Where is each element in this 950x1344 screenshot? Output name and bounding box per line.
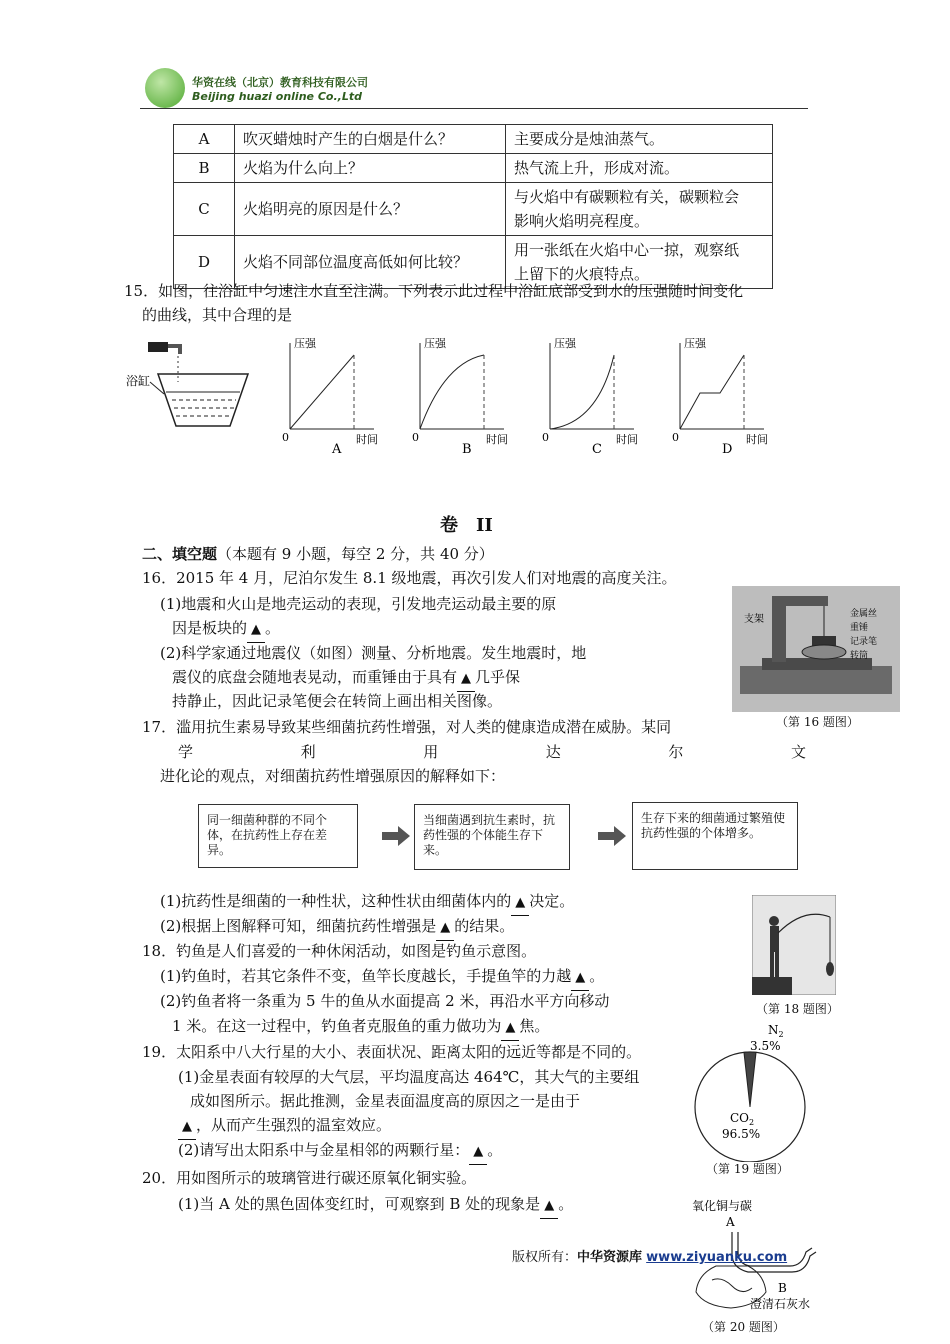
q19-part1-line1: (1)金星表面有较厚的大气层，平均温度高达 464℃，其大气的主要组: [178, 1068, 640, 1086]
label-frame: 支架: [744, 614, 764, 625]
fig-label-a: A: [726, 1215, 735, 1229]
q18-stem: 18．钓鱼是人们喜爱的一种休闲活动，如图是钓鱼示意图。: [142, 942, 537, 960]
q14-options-table: [173, 124, 773, 289]
origin-label: 0: [282, 431, 289, 444]
q20-part1: (1)当 A 处的黑色固体变红时，可观察到 B 处的现象是 ▲ 。: [178, 1192, 573, 1219]
q17-stem-line3: 进化论的观点，对细菌抗药性增强原因的解释如下：: [160, 767, 506, 785]
graph-option-b: B: [462, 442, 472, 457]
label-wire: 金属丝: [850, 609, 878, 619]
q19-part1-line2: 成如图所示。据此推测，金星表面温度高的原因之一是由于: [190, 1092, 581, 1110]
fishing-figure: [752, 895, 836, 995]
flow-arrow-icon: [382, 826, 410, 846]
y-axis-label: 压强: [554, 337, 576, 350]
q17-part1: (1)抗药性是细菌的一种性状，这种性状由细菌体内的 ▲ 决定。: [160, 889, 574, 916]
x-axis-label: 时间: [616, 433, 638, 446]
x-axis-label: 时间: [486, 433, 508, 446]
q16-part1-line1: (1)地震和火山是地壳运动的表现，引发地壳运动最主要的原: [160, 595, 557, 613]
graph-a: [282, 337, 378, 457]
table-row: [174, 125, 773, 154]
option-answer: 主要成分是烛油蒸气。: [506, 125, 773, 154]
graph-option-d: D: [722, 442, 733, 457]
graph-option-a: A: [332, 442, 342, 457]
co2-percent: 96.5%: [722, 1127, 761, 1141]
q16-stem: 16．2015 年 4 月，尼泊尔发生 8.1 级地震，再次引发人们对地震的高度关注。: [142, 569, 677, 587]
q16-part2-line1: (2)科学家通过地震仪（如图）测量、分析地震。发生地震时，地: [160, 644, 587, 662]
table-row: [174, 183, 773, 236]
graph-d: [672, 337, 768, 457]
label-weight: 重锤: [850, 623, 869, 633]
option-question: 吹灭蜡烛时产生的白烟是什么？: [235, 125, 506, 154]
n2-percent: 3.5%: [750, 1039, 781, 1053]
flow-step-3: 生存下来的细菌通过繁殖使抗药性强的个体增多。: [632, 802, 798, 870]
option-answer: 热气流上升，形成对流。: [506, 154, 773, 183]
option-label: D: [174, 236, 235, 289]
seismometer-figure: [732, 586, 900, 712]
q16-caption: （第 16 题图）: [776, 715, 859, 729]
q17-stem-line1: 17．滥用抗生素易导致某些细菌抗药性增强，对人类的健康造成潜在威胁。某同: [142, 718, 672, 736]
x-axis-label: 时间: [356, 433, 378, 446]
company-logo: [145, 68, 185, 108]
table-row: [174, 154, 773, 183]
option-answer: 用一张纸在火焰中心一掠，观察纸 上留下的火痕特点。: [506, 236, 773, 289]
tub-label: 浴缸: [126, 374, 151, 388]
q20-caption: （第 20 题图）: [702, 1320, 785, 1334]
q19-part2: (2)请写出太阳系中与金星相邻的两颗行星： ▲ 。: [178, 1138, 502, 1165]
label-pen: 记录笔: [850, 637, 878, 647]
q19-part1-line3: ▲ ，从而产生强烈的温室效应。: [178, 1113, 391, 1140]
section-heading: 二、填空题（本题有 9 小题，每空 2 分，共 40 分）: [142, 545, 494, 563]
company-name-cn: 华资在线（北京）教育科技有限公司: [192, 76, 368, 89]
option-label: B: [174, 154, 235, 183]
footer-copyright: 版权所有：中华资源库 www.ziyuanku.com: [512, 1250, 788, 1265]
q15-graphs: [278, 333, 788, 458]
q19-stem: 19．太阳系中八大行星的大小、表面状况、距离太阳的远近等都是不同的。: [142, 1043, 642, 1061]
section-title: 卷 II: [440, 515, 493, 536]
co2-label: $CO_2$: [730, 1111, 755, 1127]
header-rule: [140, 108, 808, 109]
q16-part2-line2: 震仪的底盘会随地表晃动，而重锤由于具有 ▲ 几乎保: [172, 665, 520, 692]
y-axis-label: 压强: [684, 337, 706, 350]
option-answer: 与火焰中有碳颗粒有关，碳颗粒会 影响火焰明亮程度。: [506, 183, 773, 236]
q15-stem-line1: 15．如图，往浴缸中匀速注水直至注满。下列表示此过程中浴缸底部受到水的压强随时间变化: [124, 282, 744, 300]
q18-caption: （第 18 题图）: [756, 1002, 839, 1016]
origin-label: 0: [542, 431, 549, 444]
q17-stem-line2: 学 利 用 达 尔 文: [178, 743, 806, 761]
company-name-en: Beijing huazi online Co.,Ltd: [192, 90, 362, 103]
footer-link[interactable]: www.ziyuanku.com: [646, 1250, 788, 1265]
option-question: 火焰明亮的原因是什么？: [235, 183, 506, 236]
q15-stem-line2: 的曲线，其中合理的是: [142, 306, 293, 324]
origin-label: 0: [672, 431, 679, 444]
bathtub-figure: [120, 330, 260, 440]
option-question: 火焰为什么向上？: [235, 154, 506, 183]
n2-label: $N_2$: [768, 1023, 784, 1039]
graph-b: [412, 337, 508, 457]
option-label: A: [174, 125, 235, 154]
fig-label-b: B: [778, 1281, 787, 1295]
label-drum: 转筒: [850, 651, 869, 661]
option-question: 火焰不同部位温度高低如何比较？: [235, 236, 506, 289]
q18-part2-line1: (2)钓鱼者将一条重为 5 牛的鱼从水面提高 2 米，再沿水平方向移动: [160, 992, 610, 1010]
flow-arrow-icon: [598, 826, 626, 846]
y-axis-label: 压强: [294, 337, 316, 350]
origin-label: 0: [412, 431, 419, 444]
fig-label-limewater: 澄清石灰水: [750, 1297, 811, 1311]
y-axis-label: 压强: [424, 337, 446, 350]
fig-label-reagent: 氧化铜与碳: [692, 1199, 753, 1213]
graph-option-c: C: [592, 442, 602, 457]
q18-part1: (1)钓鱼时，若其它条件不变，鱼竿长度越长，手提鱼竿的力越 ▲ 。: [160, 964, 604, 991]
q20-stem: 20．用如图所示的玻璃管进行碳还原氧化铜实验。: [142, 1169, 477, 1187]
option-label: C: [174, 183, 235, 236]
q17-part2: (2)根据上图解释可知，细菌抗药性增强是 ▲ 的结果。: [160, 914, 514, 941]
q18-part2-line2: 1 米。在这一过程中，钓鱼者克服鱼的重力做功为 ▲ 焦。: [172, 1014, 549, 1041]
q16-part1-line2: 因是板块的 ▲ 。: [172, 616, 280, 643]
flow-step-2: 当细菌遇到抗生素时，抗药性强的个体能生存下来。: [414, 804, 570, 870]
graph-c: [542, 337, 638, 457]
q19-caption: （第 19 题图）: [706, 1162, 789, 1176]
venus-atmosphere-pie: [690, 1022, 810, 1162]
q16-part2-line3: 持静止，因此记录笔便会在转筒上画出相关图像。: [172, 692, 503, 710]
flow-step-1: 同一细菌种群的不同个体，在抗药性上存在差异。: [198, 804, 358, 868]
x-axis-label: 时间: [746, 433, 768, 446]
